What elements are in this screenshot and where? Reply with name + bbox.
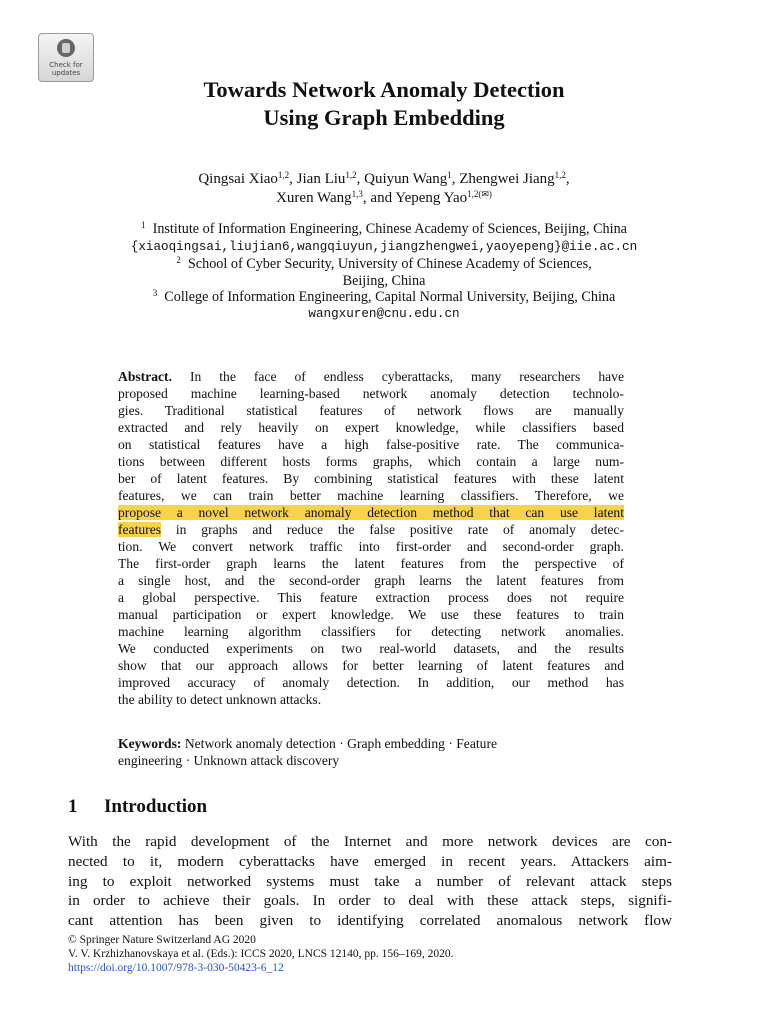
abstract-line: show that our approach allows for better learning of latent features and: [118, 658, 624, 673]
abstract-line: tions between different hosts forms graphs, which contain a large num-: [118, 454, 624, 469]
section-heading: [68, 795, 207, 819]
author-separator: ,: [451, 171, 460, 187]
paper-title: [0, 76, 768, 132]
keywords-label: Keywords:: [118, 736, 182, 751]
author-affiliation-marker: 1,2(✉): [467, 189, 492, 199]
affiliation-1-number: 1: [141, 220, 146, 230]
abstract: [118, 368, 624, 708]
author-separator: , and: [362, 190, 396, 206]
abstract-line: improved accuracy of anomaly detection. In addition, our method has: [118, 675, 624, 690]
introduction-paragraph: [68, 832, 672, 931]
abstract-line: ber of latent features. By combining statistical features with these latent: [118, 471, 624, 486]
abstract-line: features in graphs and reduce the false positive rate of anomaly detec-: [118, 522, 624, 537]
authors-line-1: [0, 170, 768, 189]
footer: [68, 933, 454, 975]
abstract-line: a single host, and the second-order graph learns the latent features from: [118, 573, 624, 588]
doi-link[interactable]: https://doi.org/10.1007/978-3-030-50423-6_12: [68, 962, 284, 974]
affiliation-1-text: Institute of Information Engineering, Chinese Academy of Sciences, Beijing, China: [152, 221, 627, 237]
intro-line: in order to achieve their goals. In order to deal with these attack steps, signifi-: [68, 892, 672, 910]
abstract-line: machine learning algorithm classifiers for detecting network anomalies.: [118, 624, 624, 639]
author-affiliation-marker: 1,3: [351, 189, 363, 199]
abstract-line: a global perspective. This feature extraction process does not require: [118, 590, 624, 605]
abstract-line: gies. Traditional statistical features of network flows are manually: [118, 403, 624, 418]
abstract-line: Abstract. In the face of endless cyberattacks, many researchers have: [118, 369, 624, 384]
title-line-2: Using Graph Embedding: [263, 105, 505, 130]
author-separator: ,: [356, 171, 365, 187]
abstract-line: We conducted experiments on two real-world datasets, and the results: [118, 641, 624, 656]
title-line-1: Towards Network Anomaly Detection: [203, 77, 565, 102]
badge-line-1: Check for: [49, 61, 83, 69]
author-affiliation-marker: 1,2: [277, 170, 290, 180]
authors-line-2: [0, 189, 768, 208]
citation: V. V. Krzhizhanovskaya et al. (Eds.): ICCS 2020, LNCS 12140, pp. 156–169, 2020.: [68, 948, 454, 960]
author-name: Quiyun Wang: [364, 171, 448, 187]
intro-line: nected to it, modern cyberattacks have emerged in recent years. Attackers aim-: [68, 852, 672, 870]
author-name: Qingsai Xiao: [198, 171, 278, 187]
author-separator: ,: [289, 171, 297, 187]
author-name: Zhengwei Jiang: [459, 171, 555, 187]
intro-line: ing to exploit networked systems must take a number of relevant attack steps: [68, 872, 672, 890]
affiliation-2-number: 2: [176, 255, 181, 265]
abstract-line: features, we can train better machine learning classifiers. Therefore, we: [118, 488, 624, 503]
author-name: Xuren Wang: [276, 190, 352, 206]
copyright: © Springer Nature Switzerland AG 2020: [68, 934, 256, 946]
intro-line: With the rapid development of the Internet and more network devices are con-: [68, 833, 672, 850]
keywords: [118, 735, 624, 769]
affiliation-2-text-line-1: School of Cyber Security, University of Chinese Academy of Sciences,: [187, 256, 592, 272]
affiliation-2-text-line-2: Beijing, China: [342, 273, 426, 289]
intro-line: cant attention has been given to identifying correlated anomalous network flow: [68, 912, 672, 930]
abstract-line: manual participation or expert knowledge. We use these features to train: [118, 607, 624, 622]
abstract-line: on statistical features have a high false-positive rate. The communica-: [118, 437, 624, 452]
badge-line-2: updates: [51, 69, 81, 77]
abstract-line: The first-order graph learns the latent features from the perspective of: [118, 556, 624, 571]
affiliation-1-email[interactable]: {xiaoqingsai,liujian6,wangqiuyun,jiangzhengwei,yaoyepeng}@iie.ac.cn: [130, 240, 638, 254]
keywords-line-2: engineering · Unknown attack discovery: [118, 753, 340, 768]
affiliation-1: [0, 221, 768, 238]
abstract-label: Abstract.: [118, 369, 172, 384]
affiliation-3-email[interactable]: wangxuren@cnu.edu.cn: [308, 307, 460, 321]
check-for-updates-badge[interactable]: [38, 33, 94, 82]
abstract-line: the ability to detect unknown attacks.: [118, 692, 322, 707]
author-list: [0, 170, 768, 208]
highlight-1: propose a novel network anomaly detection method that can use latent: [118, 505, 624, 520]
affiliation-2: [0, 256, 768, 273]
abstract-line: extracted and rely heavily on expert knowledge, while classifiers based: [118, 420, 624, 435]
author-separator: ,: [565, 171, 570, 187]
author-affiliation-marker: 1,2: [554, 170, 566, 180]
abstract-line: tion. We convert network traffic into first-order and second-order graph.: [118, 539, 624, 554]
section-title: Introduction: [104, 796, 208, 817]
affiliation-3: [0, 289, 768, 306]
highlight-2: features: [118, 522, 162, 537]
section-number: 1: [68, 796, 78, 817]
abstract-line: proposed machine learning-based network anomaly detection technolo-: [118, 386, 624, 401]
author-name: Jian Liu: [296, 171, 346, 187]
author-affiliation-marker: 1: [447, 170, 452, 180]
bookmark-icon: [57, 39, 75, 57]
keywords-line-1: Keywords: Network anomaly detection · Graph embedding · Feature: [118, 736, 498, 751]
affiliation-3-text: College of Information Engineering, Capital Normal University, Beijing, China: [164, 289, 616, 305]
affiliation-3-number: 3: [152, 288, 158, 298]
author-affiliation-marker: 1,2: [345, 170, 357, 180]
abstract-line-highlighted: [118, 504, 624, 521]
author-name: Yepeng Yao: [395, 190, 468, 206]
